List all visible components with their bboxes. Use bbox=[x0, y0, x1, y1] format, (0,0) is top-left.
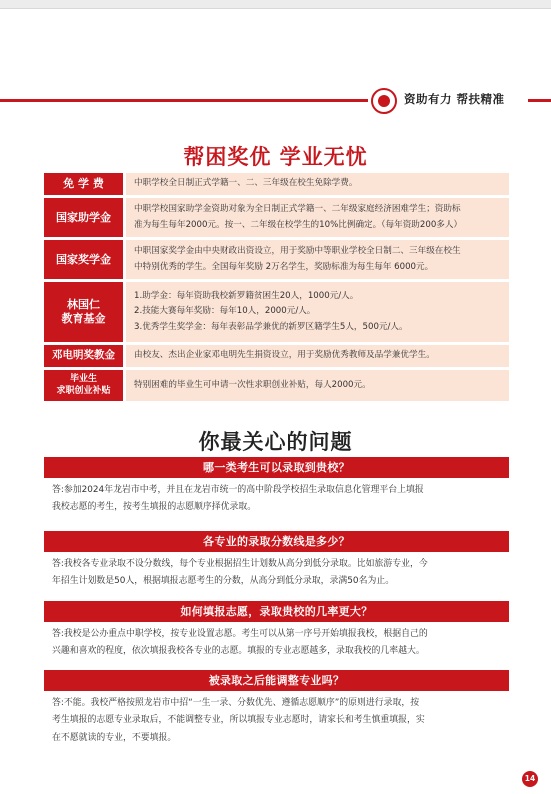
policy-line: 特别困难的毕业生可申请一次性求职创业补贴，每人2000元。 bbox=[134, 379, 371, 390]
policy-line: 1.助学金：每年资助我校新罗籍贫困生20人，1000元/人。 bbox=[134, 291, 359, 302]
policy-label: 免 学 费 bbox=[44, 173, 123, 195]
policy-label: 林国仁 教育基金 bbox=[44, 282, 123, 342]
faq-item bbox=[44, 457, 509, 517]
faq-answer-line: 答:不能。我校严格按照龙岩市中招“一生一录、分数优先、遵循志愿顺序”的原则进行录取，按 bbox=[52, 698, 420, 708]
faq-item bbox=[44, 670, 509, 747]
policy-row-lin-guoren-fund bbox=[44, 282, 509, 342]
policy-description bbox=[126, 370, 509, 401]
faq-answer-line: 在不愿就读的专业，不要填报。 bbox=[52, 732, 177, 743]
faq-question: 哪一类考生可以录取到贵校？ bbox=[44, 457, 509, 478]
policy-row-graduate-subsidy bbox=[44, 370, 509, 401]
faq-answer-line: 考生填报的志愿专业录取后，不能调整专业，所以填报专业志愿时，请家长和考生慎重填报，实 bbox=[52, 715, 425, 726]
policy-line: 中职国家奖学金由中央财政出资设立，用于奖励中等职业学校全日制二、三年级在校生 bbox=[134, 246, 461, 257]
policy-description bbox=[126, 173, 509, 195]
policy-section-title: 帮困奖优 学业无忧 bbox=[183, 144, 368, 169]
faq-question: 各专业的录取分数线是多少？ bbox=[44, 531, 509, 552]
policy-line: 准为每生每年2000元。按一、二年级在校学生的10%比例确定。（每年资助200多人） bbox=[134, 219, 463, 230]
faq-answer-line: 答:我校是公办重点中职学校，按专业设置志愿。考生可以从第一序号开始填报我校，根据自己的 bbox=[52, 629, 428, 639]
faq-answer bbox=[44, 478, 509, 517]
header-slogan: 资助有力 帮扶精准 bbox=[404, 92, 505, 106]
policy-line: 中特别优秀的学生。全国每年奖励 2万名学生，奖励标准为每生每年 6000元。 bbox=[134, 261, 434, 272]
policy-description bbox=[126, 282, 509, 342]
faq-answer bbox=[44, 622, 509, 661]
policy-label: 国家奖学金 bbox=[44, 240, 123, 279]
top-strip bbox=[0, 0, 551, 9]
school-logo-icon bbox=[371, 88, 397, 114]
faq-answer bbox=[44, 552, 509, 591]
policy-line: 中职学校全日制正式学籍一、二、三年级在校生免除学费。 bbox=[134, 178, 358, 189]
faq-item bbox=[44, 601, 509, 661]
policy-line: 2.技能大赛每年奖励：每年10人，2000元/人。 bbox=[134, 306, 316, 317]
policy-line: 由校友、杰出企业家邓电明先生捐资设立，用于奖励优秀教师及品学兼优学生。 bbox=[134, 350, 435, 361]
policy-row-tuition bbox=[44, 173, 509, 195]
policy-description bbox=[126, 240, 509, 279]
header-rule bbox=[0, 99, 368, 102]
header-rule-right bbox=[528, 99, 551, 102]
faq-question: 如何填报志愿，录取贵校的几率更大？ bbox=[44, 601, 509, 622]
faq-question: 被录取之后能调整专业吗？ bbox=[44, 670, 509, 691]
faq-section-title: 你最关心的问题 bbox=[198, 429, 353, 454]
faq-item bbox=[44, 531, 509, 591]
faq-answer bbox=[44, 691, 509, 747]
faq-answer-line: 答:参加2024年龙岩市中考，并且在龙岩市统一的高中阶段学校招生录取信息化管理平台上填报 bbox=[52, 485, 424, 495]
policy-line: 中职学校国家助学金资助对象为全日制正式学籍一、二年级家庭经济困难学生；资助标 bbox=[134, 204, 461, 215]
policy-line: 3.优秀学生奖学金：每年表彰品学兼优的新罗区籍学生5人，500元/人。 bbox=[134, 321, 408, 332]
faq-answer-line: 兴趣和喜欢的程度，依次填报我校各专业的志愿。填报的专业志愿越多，录取我校的几率越大。 bbox=[52, 646, 425, 657]
policy-label: 毕业生 求职创业补贴 bbox=[44, 370, 123, 401]
policy-description bbox=[126, 198, 509, 237]
faq-answer-line: 答:我校各专业录取不设分数线，每个专业根据招生计划数从高分到低分录取。比如旅游专业，今 bbox=[52, 559, 428, 569]
policy-label: 国家助学金 bbox=[44, 198, 123, 237]
policy-label: 邓电明奖教金 bbox=[44, 345, 123, 367]
policy-row-national-grant bbox=[44, 198, 509, 237]
page-number: 14 bbox=[522, 771, 538, 787]
policy-row-deng-dianming-award bbox=[44, 345, 509, 367]
policy-description bbox=[126, 345, 509, 367]
policy-table bbox=[44, 173, 509, 404]
faq-answer-line: 我校志愿的考生，按考生填报的志愿顺序择优录取。 bbox=[52, 502, 257, 513]
policy-row-national-scholarship bbox=[44, 240, 509, 279]
faq-answer-line: 年招生计划数是50人，根据填报志愿考生的分数，从高分到低分录取，录满50名为止。 bbox=[52, 576, 395, 587]
